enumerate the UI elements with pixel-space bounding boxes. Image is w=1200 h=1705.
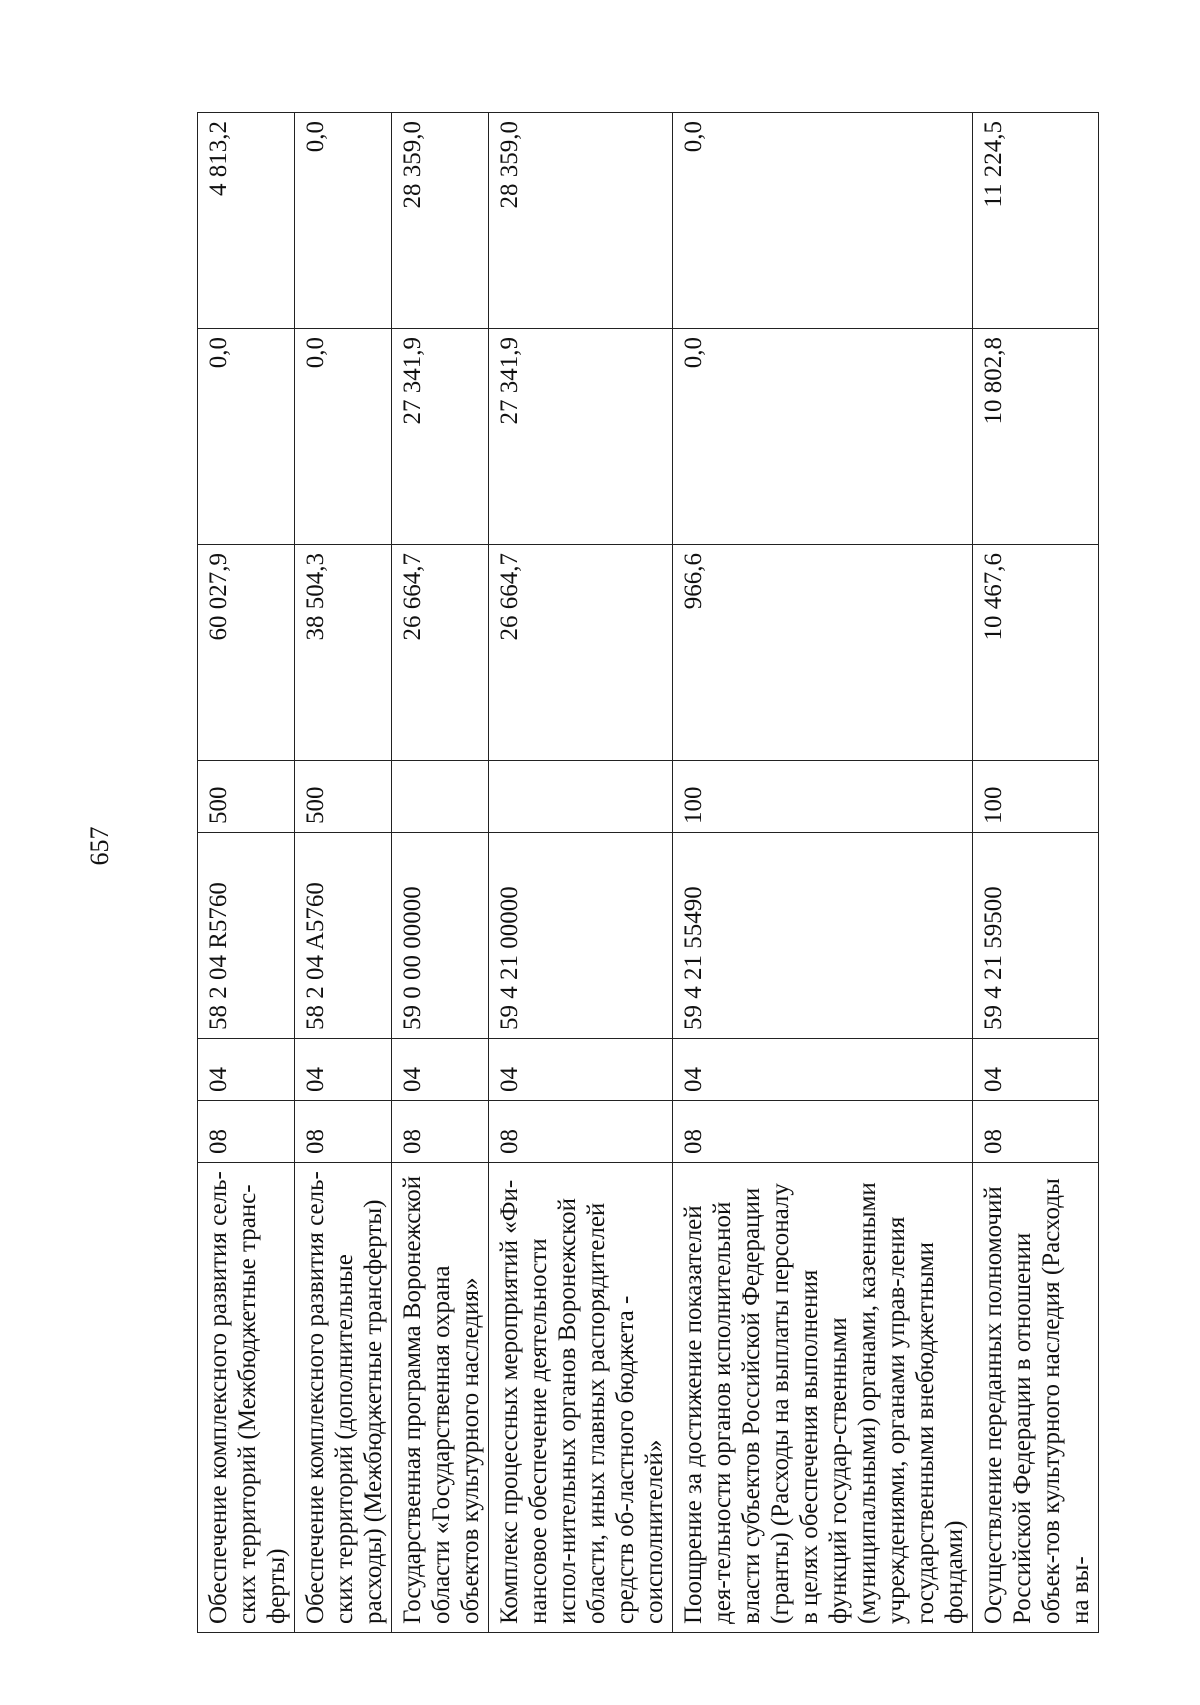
subsection-code-cell: 04 (392, 1039, 489, 1101)
subsection-code-cell: 04 (198, 1039, 295, 1101)
target-article-cell: 58 2 04 A5760 (295, 833, 392, 1039)
amount-year3-cell: 4 813,2 (198, 113, 295, 329)
amount-year2-cell: 10 802,8 (973, 329, 1099, 545)
amount-year1-cell: 966,6 (673, 545, 973, 761)
target-article-cell: 59 4 21 00000 (489, 833, 673, 1039)
section-code-cell: 08 (973, 1101, 1099, 1163)
section-code-cell: 08 (673, 1101, 973, 1163)
page-number: 657 (85, 826, 114, 866)
subsection-code-cell: 04 (295, 1039, 392, 1101)
table-row (198, 113, 295, 1633)
amount-year1-cell: 10 467,6 (973, 545, 1099, 761)
amount-year2-cell: 0,0 (673, 329, 973, 545)
expense-type-cell (489, 761, 673, 833)
amount-year3-cell: 28 359,0 (489, 113, 673, 329)
amount-year1-cell: 60 027,9 (198, 545, 295, 761)
target-article-cell: 59 4 21 59500 (973, 833, 1099, 1039)
budget-table-rotated (197, 113, 1094, 1633)
row-name-cell: Государственная программа Воронежской области «Государственная охрана объектов культурного наследия» (392, 1163, 489, 1633)
expense-type-cell: 500 (198, 761, 295, 833)
section-code-cell: 08 (198, 1101, 295, 1163)
row-name-cell: Поощрение за достижение показателей дея-тельности органов исполнительной власти субъектов Российской Федерации (гранты) (Расходы на выплаты персоналу в целях обеспечения выполнения функций государ-ственными (муниципальными) органами, казенными учреждениями, органами управ-ления государственными внебюджетными фондами) (673, 1163, 973, 1633)
table-row (489, 113, 673, 1633)
expense-type-cell: 500 (295, 761, 392, 833)
amount-year2-cell: 27 341,9 (392, 329, 489, 545)
target-article-cell: 59 4 21 55490 (673, 833, 973, 1039)
target-article-cell: 58 2 04 R5760 (198, 833, 295, 1039)
table-row (673, 113, 973, 1633)
amount-year1-cell: 26 664,7 (489, 545, 673, 761)
section-code-cell: 08 (392, 1101, 489, 1163)
section-code-cell: 08 (295, 1101, 392, 1163)
table-row (295, 113, 392, 1633)
row-name-cell: Комплекс процессных мероприятий «Фи-нансовое обеспечение деятельности испол-нительных органов Воронежской области, иных главных распорядителей средств об-ластного бюджета - соисполнителей» (489, 1163, 673, 1633)
expense-type-cell (392, 761, 489, 833)
amount-year2-cell: 0,0 (198, 329, 295, 545)
amount-year2-cell: 27 341,9 (489, 329, 673, 545)
amount-year3-cell: 11 224,5 (973, 113, 1099, 329)
amount-year3-cell: 28 359,0 (392, 113, 489, 329)
amount-year1-cell: 38 504,3 (295, 545, 392, 761)
expense-type-cell: 100 (673, 761, 973, 833)
subsection-code-cell: 04 (673, 1039, 973, 1101)
subsection-code-cell: 04 (973, 1039, 1099, 1101)
amount-year1-cell: 26 664,7 (392, 545, 489, 761)
row-name-cell: Обеспечение комплексного развития сель-ских территорий (дополнительные расходы) (Межбюджетные трансферты) (295, 1163, 392, 1633)
amount-year3-cell: 0,0 (673, 113, 973, 329)
budget-table (197, 112, 1099, 1633)
subsection-code-cell: 04 (489, 1039, 673, 1101)
section-code-cell: 08 (489, 1101, 673, 1163)
amount-year3-cell: 0,0 (295, 113, 392, 329)
table-row (392, 113, 489, 1633)
table-row (973, 113, 1099, 1633)
row-name-cell: Обеспечение комплексного развития сель-ских территорий (Межбюджетные транс-ферты) (198, 1163, 295, 1633)
amount-year2-cell: 0,0 (295, 329, 392, 545)
row-name-cell: Осуществление переданных полномочий Российской Федерации в отношении объек-тов культурного наследия (Расходы на вы- (973, 1163, 1099, 1633)
expense-type-cell: 100 (973, 761, 1099, 833)
target-article-cell: 59 0 00 00000 (392, 833, 489, 1039)
